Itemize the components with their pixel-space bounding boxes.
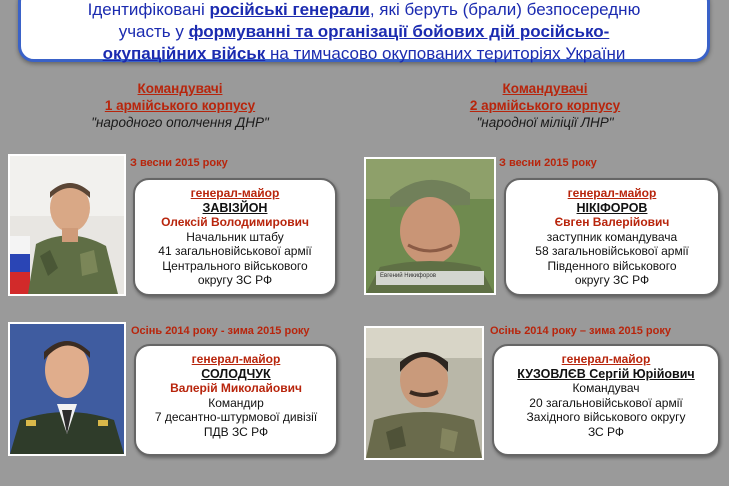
column-1-corps: 1 армійського корпусу [104,98,256,113]
card-rank: генерал-майор [567,186,657,200]
column-heading-1 [60,80,300,131]
card-full-name: КУЗОВЛЄВ Сергій Юрійович [517,366,695,381]
photo-solodchuk [8,322,126,456]
card-position-line: 7 десантно-штурмової дивізії [154,410,318,424]
photo-kuzovlev [364,326,484,460]
card-position-line: ЗС РФ [587,424,625,439]
header-text [21,0,707,65]
card-position-line: Командир [208,395,264,410]
photo-caption: Евгений Никифоров [380,273,437,279]
card-surname: ЗАВІЗЙОН [202,200,268,215]
card-position-line: Південного військового [547,258,677,273]
card-position-line: Західного військового округу [526,410,686,424]
column-2-sub: "народної міліції ЛНР" [476,115,614,130]
photo-nikiforov [364,157,496,295]
column-1-title: Командувачі [137,81,223,96]
general-card-solodchuk [134,344,338,456]
period-solodchuk: Осінь 2014 року - зима 2015 року [131,325,310,337]
general-card-kuzovlev [492,344,720,456]
general-card-zavizion [133,178,337,296]
header-link-troops: окупаційних військ [102,44,266,63]
card-rank: генерал-майор [190,186,280,200]
header-line2-a: участь у [118,22,189,41]
card-given-name: Валерій Миколайович [170,381,302,395]
column-2-corps: 2 армійського корпусу [469,98,621,113]
header-line1-b: , які беруть (брали) безпосередню [369,0,641,19]
header-line3-b: на тимчасово окупованих територіях України [265,44,626,63]
card-rank: генерал-майор [561,352,651,366]
column-2-title: Командувачі [502,81,588,96]
card-position-line: Начальник штабу [186,229,284,244]
header-box [18,0,710,62]
period-zavizion: З весни 2015 року [130,157,228,169]
column-1-sub: "народного ополчення ДНР" [91,115,269,130]
card-surname: СОЛОДЧУК [201,366,271,381]
general-card-nikiforov [504,178,720,296]
period-nikiforov: З весни 2015 року [499,157,597,169]
column-heading-2 [425,80,665,131]
period-kuzovlev: Осінь 2014 року – зима 2015 року [490,325,671,337]
header-line1-a: Ідентифіковані [87,0,210,19]
card-position-line: 58 загальновійськової армії [535,244,689,258]
card-position-line: заступник командувача [546,229,678,244]
card-position-line: ПДВ ЗС РФ [203,424,269,439]
card-given-name: Євген Валерійович [554,215,670,229]
card-position-line: 41 загальновійськової армії [158,244,312,258]
photo-zavizion [8,154,126,296]
card-position-line: округу ЗС РФ [197,273,273,287]
header-link-formation: формуванні та організації бойових дій російсько- [188,22,610,41]
card-position-line: округу ЗС РФ [574,273,650,287]
card-surname: НІКІФОРОВ [576,200,648,215]
card-given-name: Олексій Володимирович [161,215,309,229]
card-position-line: Командувач [572,381,640,395]
card-rank: генерал-майор [191,352,281,366]
card-position-line: Центрального військового [162,258,308,273]
header-link-generals: російські генерали [209,0,370,19]
card-position-line: 20 загальновійськової армії [529,395,683,410]
